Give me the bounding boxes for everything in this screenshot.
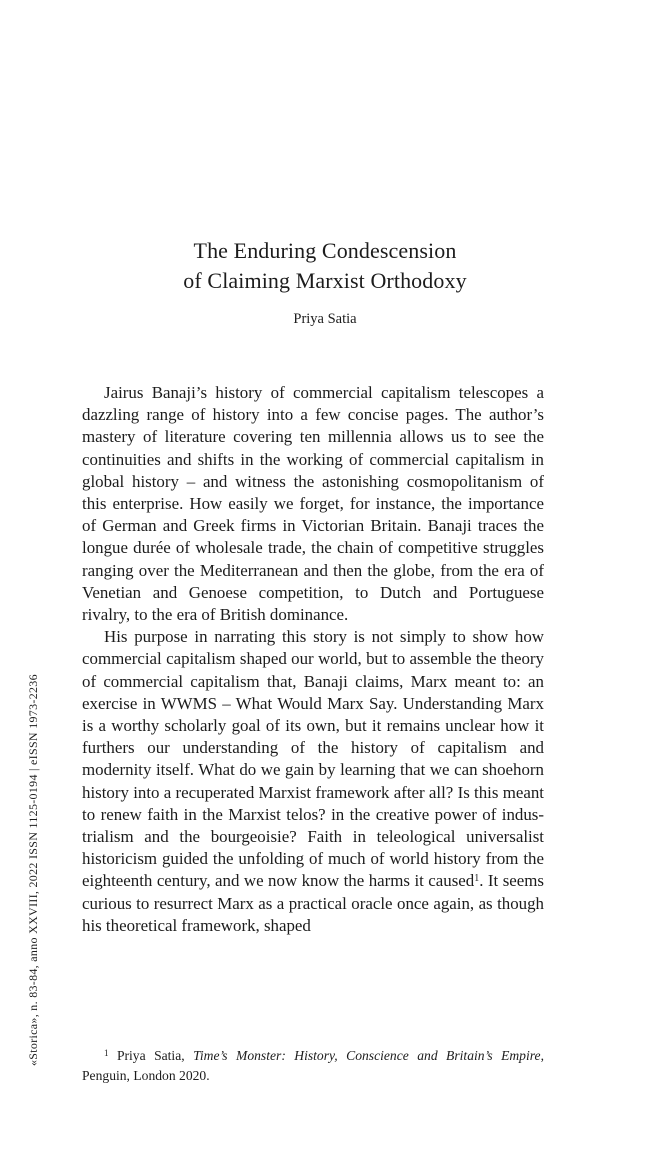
footnote-book-title: Time’s Monster: History, Conscience and Britain’s Empire — [193, 1048, 541, 1063]
article-title — [0, 236, 650, 296]
footnote-number: 1 — [104, 1048, 109, 1058]
paragraph-1: Jairus Banaji’s history of commercial capitalism telescopes a dazzling range of history into a few concise pages. The author’s mastery of literature covering ten millennia allows us to see the continuities and shifts in the working of commercial capitalism in global history – and witness the astonishing cosmopolitanism of this enterprise. How easily we forget, for instance, the importance of German and Greek firms in Victorian Britain. Banaji traces the longue durée of wholesale trade, the chain of competitive struggles ranging over the Mediterranean and then the globe, from the era of Venetian and Genoese competition, to Dutch and Portuguese rivalry, to the era of British dominance. — [82, 383, 544, 625]
paragraph-2-text: His purpose in narrating this story is not simply to show how commercial capitalism shaped our world, but to assemble the theory of commercial capitalism that, Banaji claims, Marx meant to: an exercise in WWMS – What Would Marx Say. Understanding Marx is a worthy scholarly goal of its own, but it remains unclear how it furthers our understanding of the history of capitalism and modernity itself. What do we gain by learning that we can shoehorn history into a recuperated Marxist framework after all? Is this meant to renew faith in the Marxist telos? in the creative power of industrialism and the bourgeoisie? Faith in teleological universalist historicism guided the unfolding of much of world history from the eighteenth century, and we now know the harms it caused — [82, 627, 544, 891]
footnote — [82, 1046, 544, 1086]
title-line-1: The Enduring Condescension — [193, 238, 457, 263]
author-name: Priya Satia — [293, 311, 357, 327]
title-line-2: of Claiming Marxist Orthodoxy — [183, 268, 467, 293]
paragraph-2-text-continued: . It seems curious to resurrect Marx as a practical oracle once again, as though his theoretical framework, shaped — [82, 871, 544, 935]
footnote-1 — [82, 1046, 544, 1086]
article-body — [82, 382, 544, 937]
journal-citation: «Storica», n. 83-84, anno XXVIII, 2022 ISSN 1125-0194 | eISSN 1973-2236 — [26, 674, 40, 1066]
footnote-publisher: , Penguin, London 2020. — [82, 1048, 544, 1083]
footnote-author: Priya Satia, — [116, 1048, 194, 1063]
paragraph-2 — [82, 626, 544, 937]
footnote-reference[interactable]: 1 — [474, 873, 480, 885]
